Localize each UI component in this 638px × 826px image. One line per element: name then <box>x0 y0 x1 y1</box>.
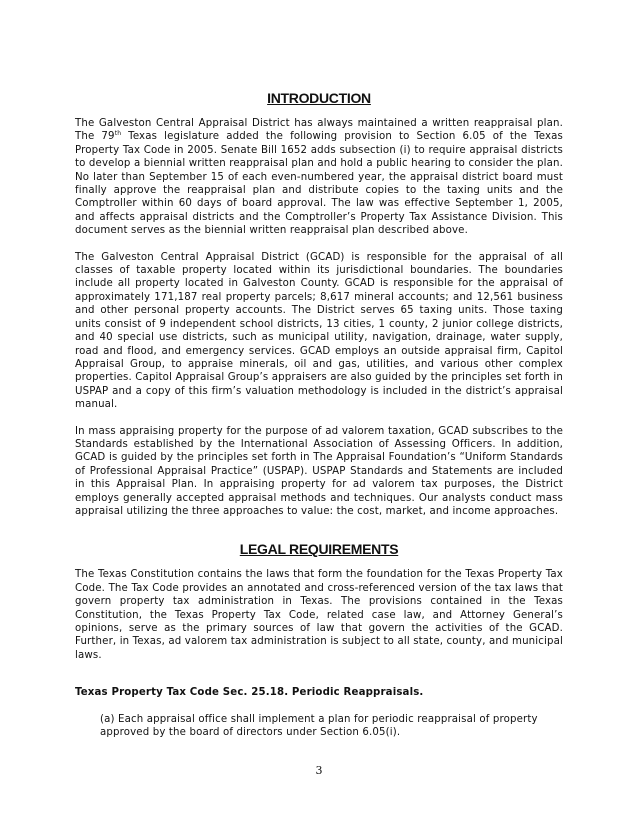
page-number: 3 <box>315 764 323 777</box>
intro-paragraph-1 <box>75 117 563 238</box>
tax-code-subsection-a: (a) Each appraisal office shall implement a plan for periodic reappraisal of property approved by the board of directors under Section 6.05(i). <box>100 713 538 739</box>
intro-paragraph-3: In mass appraising property for the purpose of ad valorem taxation, GCAD subscribes to the Standards established by the International Association of Assessing Officers. In addition, GCAD is guided by the principles set forth in The Appraisal Foundation’s “Uniform Standards of Professional Appraisal Practice” (USPAP). USPAP Standards and Statements are included in this Appraisal Plan. In appraising property for ad valorem tax purposes, the District employs generally accepted appraisal methods and techniques. Our analysts conduct mass appraisal utilizing the three approaches to value: the cost, market, and income approaches. <box>75 425 563 517</box>
legal-requirements-heading: LEGAL REQUIREMENTS <box>239 541 399 558</box>
legal-paragraph-1: The Texas Constitution contains the laws that form the foundation for the Texas Property Tax Code. The Tax Code provides an annotated and cross-referenced version of the tax laws that govern property tax administration in Texas. The provisions contained in the Texas Constitution, the Texas Property Tax Code, related case law, and Attorney General’s opinions, serve as the primary sources of law that govern the activities of the GCAD. Further, in Texas, ad valorem tax administration is subject to all state, county, and municipal laws. <box>75 569 563 661</box>
intro-paragraph-1-start: The Galveston Central Appraisal District has always maintained a written reappraisal plan. The 79 <box>75 118 563 143</box>
tax-code-section-heading: Texas Property Tax Code Sec. 25.18. Periodic Reappraisals. <box>75 687 424 699</box>
introduction-heading: INTRODUCTION <box>267 90 371 106</box>
page-content <box>75 90 563 752</box>
ordinal-superscript: th <box>114 130 122 138</box>
intro-paragraph-2: The Galveston Central Appraisal District (GCAD) is responsible for the appraisal of all classes of taxable property located within its jurisdictional boundaries. The boundaries include all property located in Galveston County. GCAD is responsible for the appraisal of approximately 171,187 real property parcels; 8,617 mineral accounts; and 12,561 business and other personal property accounts. The District serves 65 taxing units. Those taxing units consist of 9 independent school districts, 13 cities, 1 county, 2 junior college districts, and 40 special use districts, such as municipal utility, navigation, drainage, water supply, road and flood, and emergency services. GCAD employs an outside appraisal firm, Capitol Appraisal Group, to appraise minerals, oil and gas, utilities, and various other complex properties. Capitol Appraisal Group’s appraisers are also guided by the principles set forth in USPAP and a copy of this firm’s valuation methodology is included in the district’s appraisal manual. <box>75 251 563 411</box>
intro-paragraph-1-rest: Texas legislature added the following provision to Section 6.05 of the Texas Property Tax Code in 2005. Senate Bill 1652 adds subsection (i) to require appraisal districts to develop a biennial written reappraisal plan and hold a public hearing to consider the plan. No later than September 15 of each even-numbered year, the appraisal district board must finally approve the reappraisal plan and distribute copies to the taxing units and the Comptroller within 60 days of board approval. The law was effective September 1, 2005, and affects appraisal districts and the Comptroller’s Property Tax Assistance Division. This document serves as the biennial written reappraisal plan described above. <box>75 131 563 237</box>
